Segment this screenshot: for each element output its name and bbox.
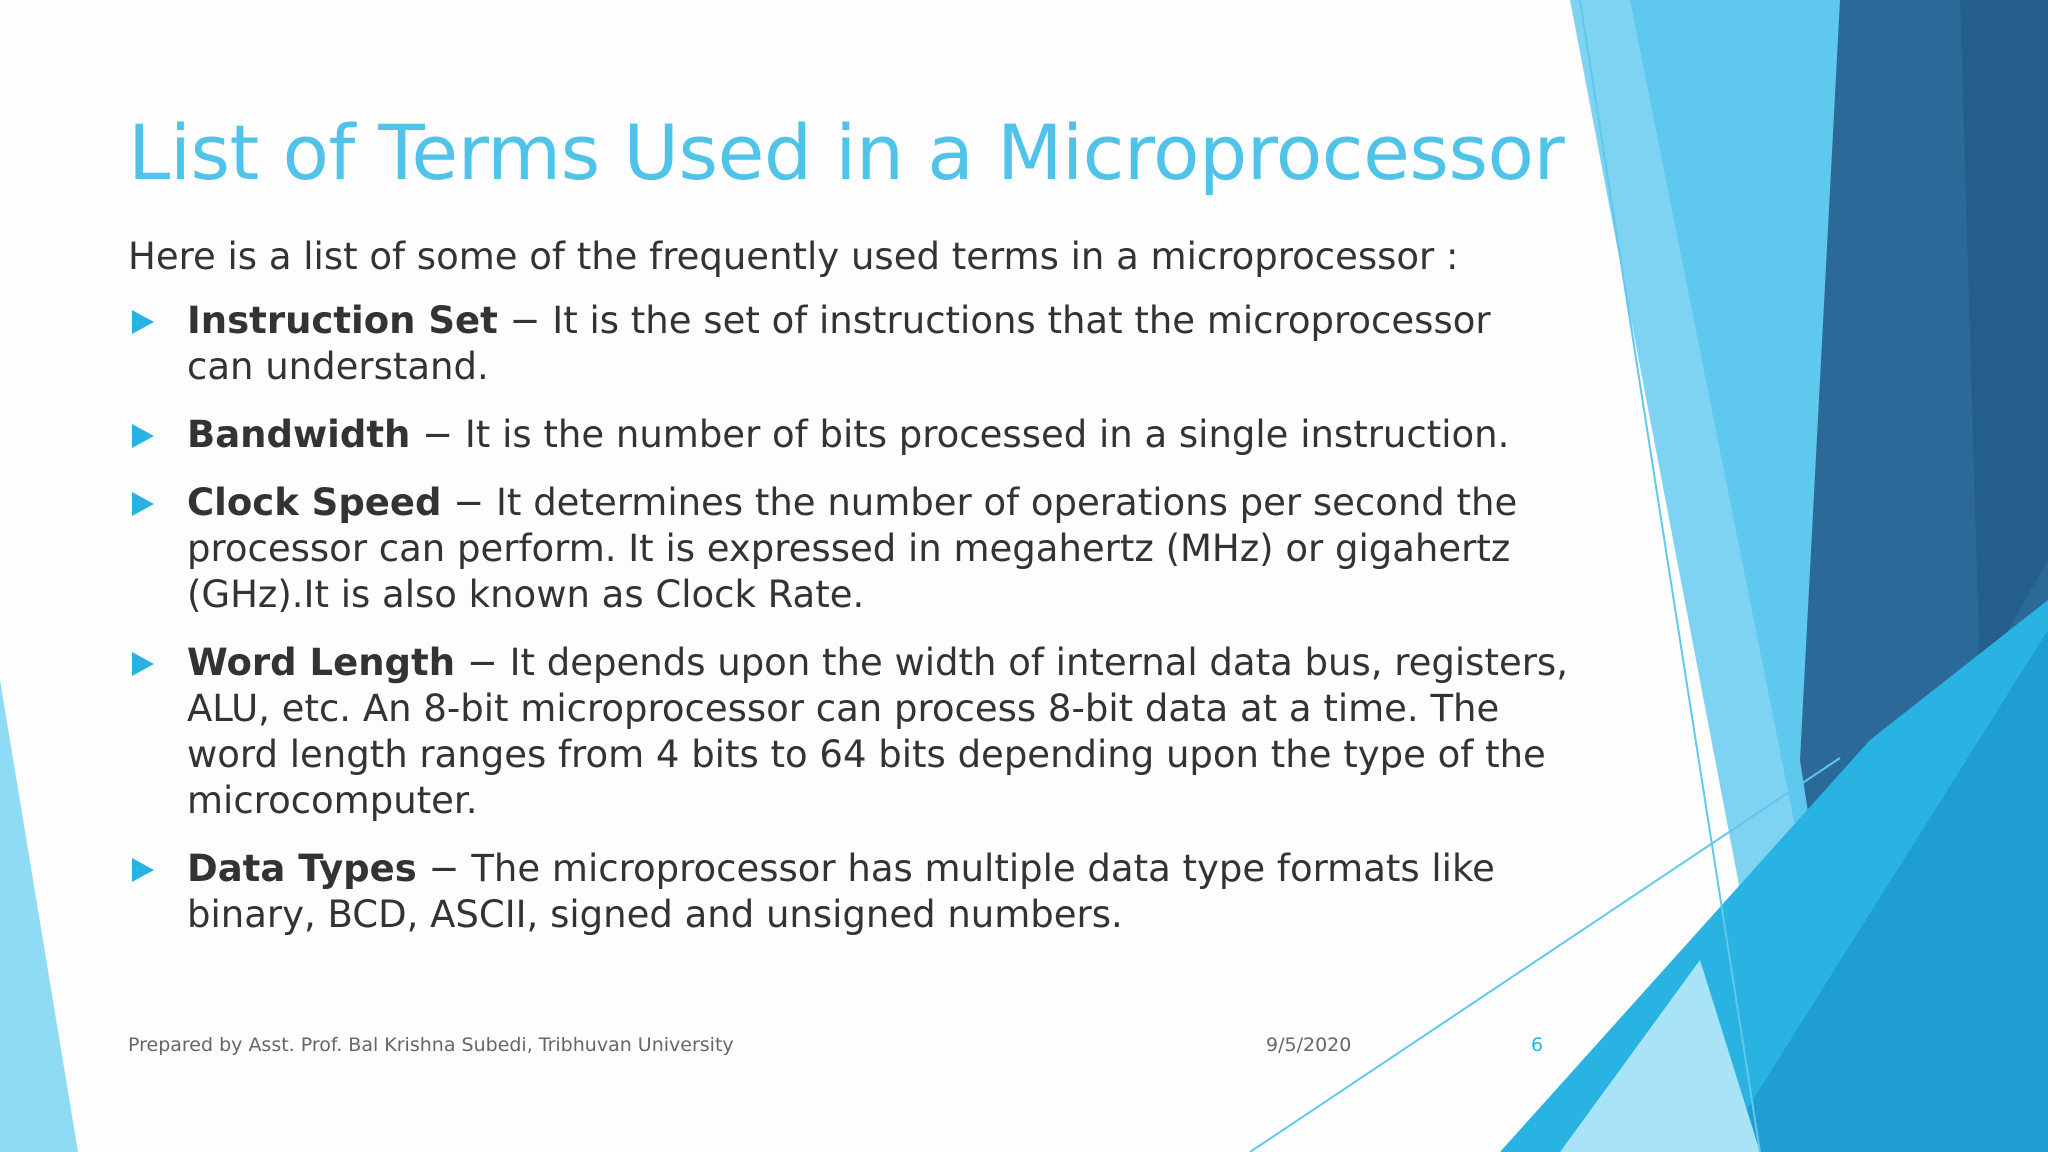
term-name: Bandwidth xyxy=(187,413,411,456)
list-item xyxy=(128,412,1568,458)
term-description: − It depends upon the width of internal data bus, registers, ALU, etc. An 8-bit microprocessor can process 8-bit data at a time. The word length ranges from 4 bits to 64 bits depending upon the type of the microcomputer. xyxy=(187,641,1568,822)
term-name: Data Types xyxy=(187,847,417,890)
triangle-bullet-icon xyxy=(132,858,154,882)
term-name: Instruction Set xyxy=(187,299,498,342)
triangle-bullet-icon xyxy=(132,310,154,334)
term-description: − It determines the number of operations per second the processor can perform. It is expressed in megahertz (MHz) or gigahertz (GHz).It is also known as Clock Rate. xyxy=(187,481,1518,616)
triangle-bullet-icon xyxy=(132,424,154,448)
term-name: Clock Speed xyxy=(187,481,442,524)
list-item xyxy=(128,846,1568,938)
triangle-bullet-icon xyxy=(132,492,154,516)
list-item xyxy=(128,298,1568,390)
left-edge-shape xyxy=(0,680,78,1152)
term-list xyxy=(128,298,1568,960)
triangle-bullet-icon xyxy=(132,652,154,676)
footer-date: 9/5/2020 xyxy=(1266,1034,1352,1056)
intro-text: Here is a list of some of the frequently used terms in a microprocessor : xyxy=(128,235,1459,278)
term-description: − It is the set of instructions that the microprocessor can understand. xyxy=(187,299,1491,388)
list-item xyxy=(128,640,1568,824)
slide-title: List of Terms Used in a Microprocessor xyxy=(128,108,1565,197)
page-number: 6 xyxy=(1531,1034,1544,1056)
term-name: Word Length xyxy=(187,641,456,684)
term-description: − The microprocessor has multiple data type formats like binary, BCD, ASCII, signed and unsigned numbers. xyxy=(187,847,1495,936)
list-item xyxy=(128,480,1568,618)
footer-author: Prepared by Asst. Prof. Bal Krishna Subedi, Tribhuvan University xyxy=(128,1034,734,1056)
term-description: − It is the number of bits processed in a single instruction. xyxy=(410,413,1510,456)
